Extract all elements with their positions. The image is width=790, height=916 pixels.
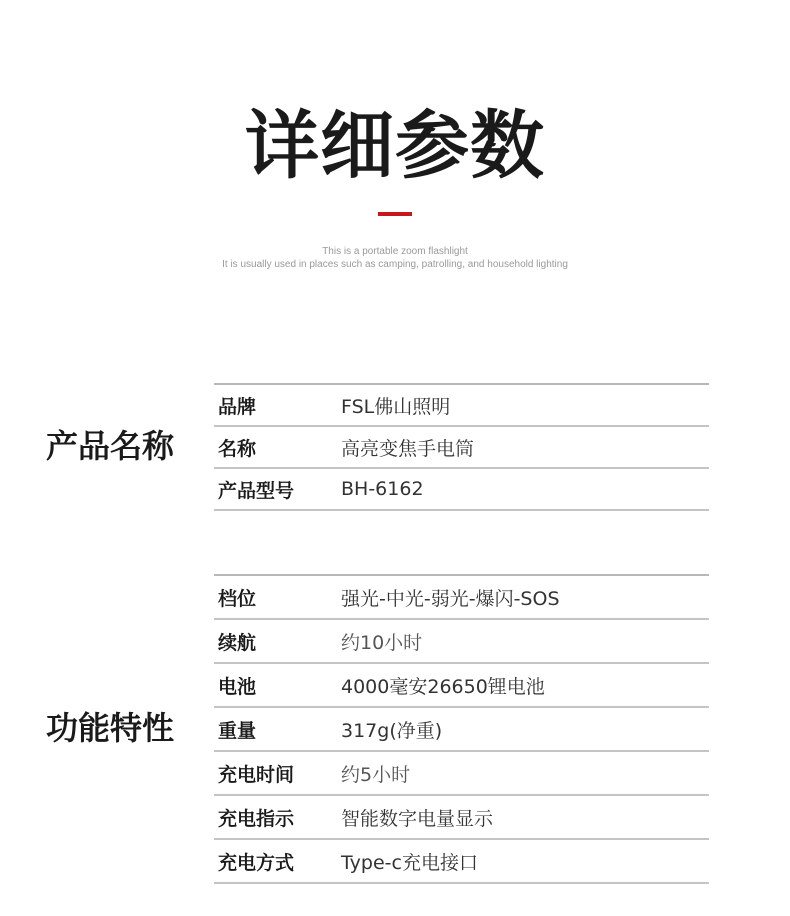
title-accent-bar [378,212,412,216]
table-row [214,708,709,752]
table-row [214,469,709,511]
row-key: 续航 [218,631,257,654]
row-value: Type-c充电接口 [341,851,478,874]
page-title: 详细参数 [245,103,545,189]
row-value: BH-6162 [341,478,424,500]
features-table [214,574,709,884]
row-key: 品牌 [218,395,257,418]
table-row [214,620,709,664]
row-key: 档位 [218,587,257,610]
row-key: 重量 [218,719,257,742]
section-label-product-name: 产品名称 [46,427,175,465]
row-value: 约5小时 [341,763,411,786]
subtitle-line-1: This is a portable zoom flashlight [322,246,468,257]
row-key: 电池 [218,675,257,698]
row-value: FSL佛山照明 [341,395,451,418]
table-row [214,385,709,427]
product-name-table [214,383,709,511]
row-value: 智能数字电量显示 [341,807,494,830]
table-row [214,664,709,708]
subtitle-line-2: It is usually used in places such as camping, patrolling, and household lighting [222,259,568,270]
row-value: 317g(净重) [341,719,443,742]
row-value: 高亮变焦手电筒 [341,437,475,460]
table-row [214,576,709,620]
row-key: 充电指示 [218,807,295,830]
row-value: 4000毫安26650锂电池 [341,675,545,698]
table-row [214,427,709,469]
row-key: 产品型号 [218,479,295,502]
row-value: 强光-中光-弱光-爆闪-SOS [341,587,560,610]
table-row [214,840,709,884]
row-value: 约10小时 [341,631,423,654]
row-key: 名称 [218,437,257,460]
row-key: 充电时间 [218,763,295,786]
table-row [214,752,709,796]
section-label-features: 功能特性 [46,709,175,747]
row-key: 充电方式 [218,851,295,874]
table-row [214,796,709,840]
